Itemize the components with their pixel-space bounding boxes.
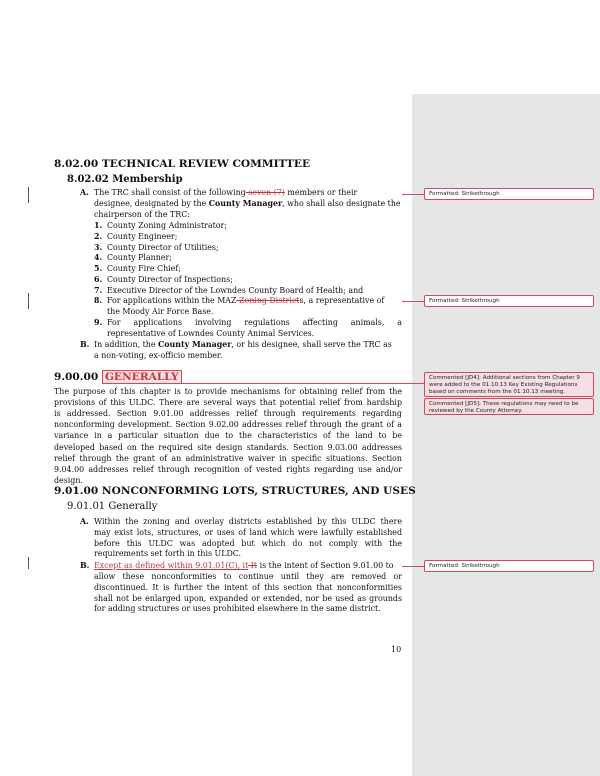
list-item-number: 6. bbox=[94, 275, 103, 284]
list-item-number: 4. bbox=[94, 253, 103, 263]
deleted-text: It bbox=[248, 561, 258, 570]
nonconforming-b-line-1: Except as defined within 9.01.01(C), it It is the intent of Section 9.01.00 to bbox=[94, 561, 394, 570]
item-label-b: B. bbox=[80, 340, 90, 349]
paragraph-line: nonconforming development. Section 9.02.00 addresses relief through the grant of a bbox=[54, 420, 402, 430]
list-item-number: 3. bbox=[94, 242, 103, 252]
section-heading-8-02-00: 8.02.00 TECHNICAL REVIEW COMMITTEE bbox=[54, 158, 311, 170]
paragraph-line: is addressed. Section 9.01.00 addresses relief through requirements regarding bbox=[54, 409, 402, 419]
trc-line-2: designee, designated by the County Manager, who shall also designate the bbox=[94, 199, 401, 208]
comment-connector bbox=[402, 566, 424, 567]
item-label-a: A. bbox=[80, 188, 89, 197]
paragraph-line: allow these nonconformities to continue until they are removed or bbox=[94, 572, 402, 581]
formatting-balloon[interactable]: Formatted: Strikethrough bbox=[424, 295, 594, 307]
paragraph-line: provisions of this ULDC. There are several ways that potential relief from hardship bbox=[54, 398, 402, 408]
comment-connector bbox=[167, 383, 424, 384]
deleted-text: seven (7) bbox=[245, 188, 285, 197]
list-item-text: County Engineer; bbox=[107, 231, 178, 241]
paragraph-line: Within the zoning and overlay districts established by this ULDC there bbox=[94, 517, 402, 526]
list-item-text: County Zoning Administrator; bbox=[107, 221, 227, 230]
paragraph-line: requirements set forth in this ULDC. bbox=[94, 549, 242, 559]
list-item-8-line-2: the Moody Air Force Base. bbox=[107, 307, 214, 316]
comment-connector bbox=[402, 301, 424, 302]
section-heading-9-01-00: 9.01.00 NONCONFORMING LOTS, STRUCTURES, AND USES bbox=[54, 485, 416, 497]
change-bar bbox=[28, 293, 29, 309]
list-item-text: County Director of Inspections; bbox=[107, 275, 233, 284]
list-item-9-line-2: representative of Lowndes County Animal Services. bbox=[107, 329, 315, 338]
deleted-text: Zoning District bbox=[236, 296, 300, 305]
comment-connector bbox=[402, 194, 424, 195]
subsection-heading-8-02-02: 8.02.02 Membership bbox=[67, 174, 183, 185]
paragraph-line: The purpose of this chapter is to provide mechanisms for obtaining relief from the bbox=[54, 387, 402, 396]
list-item-number: 7. bbox=[94, 285, 103, 295]
commented-heading-text[interactable]: GENERALLY bbox=[102, 370, 182, 384]
item-label-b: B. bbox=[80, 561, 90, 570]
formatting-balloon[interactable]: Formatted: Strikethrough bbox=[424, 560, 594, 572]
list-item-text: County Director of Utilities; bbox=[107, 242, 219, 252]
list-item-number: 9. bbox=[94, 318, 103, 327]
section-heading-9-00-00: 9.00.00 GENERALLY bbox=[54, 371, 182, 383]
list-item-text: County Planner; bbox=[107, 253, 172, 263]
inserted-text: Except as defined within 9.01.01(C), it bbox=[94, 561, 249, 570]
list-item-number: 8. bbox=[94, 296, 103, 305]
paragraph-line: relief through the grant of an administrative waiver in specific situations. Section bbox=[54, 453, 402, 463]
trc-line-3: chairperson of the TRC: bbox=[94, 210, 190, 219]
page-number: 10 bbox=[391, 645, 402, 654]
trc-line-1: The TRC shall consist of the following seven (7) members or their bbox=[94, 188, 358, 197]
trc-b-line-2: a non-voting, ex-officio member. bbox=[94, 351, 223, 360]
paragraph-line: design. bbox=[54, 475, 83, 485]
list-item-number: 1. bbox=[94, 221, 103, 230]
paragraph-line: before this ULDC was adopted but which do not comply with the bbox=[94, 538, 402, 548]
list-item-text: County Fire Chief; bbox=[107, 264, 181, 274]
change-bar bbox=[28, 187, 29, 203]
paragraph-line: discontinued. It is further the intent of this section that nonconformities bbox=[94, 582, 402, 592]
paragraph-line: may exist lots, structures, or uses of land which were lawfully established bbox=[94, 527, 402, 537]
paragraph-line: for adding structures or uses prohibited elsewhere in the same district. bbox=[94, 604, 381, 614]
list-item-9-line-1: For applications involving regulations affecting animals, a bbox=[107, 318, 402, 327]
list-item-number: 5. bbox=[94, 264, 103, 274]
paragraph-line: 9.04.00 addresses relief through recognition of vested rights regarding use and/or bbox=[54, 464, 402, 474]
item-label-a: A. bbox=[80, 517, 89, 526]
list-item-number: 2. bbox=[94, 231, 103, 241]
change-bar bbox=[28, 557, 29, 569]
comment-balloon-jd4[interactable]: Commented [JD4]: Additional sections from Chapter 9 were added to the 01.10.13 Key Existing Regulations based on comments from the 01.10.13 meeting. bbox=[424, 372, 594, 397]
subsection-heading-9-01-01: 9.01.01 Generally bbox=[67, 501, 158, 512]
paragraph-line: developed based on the required site design standards. Section 9.03.00 addresses bbox=[54, 442, 402, 452]
paragraph-line: shall not be enlarged upon, expanded or extended, nor be used as grounds bbox=[94, 593, 402, 603]
formatting-balloon[interactable]: Formatted: Strikethrough bbox=[424, 188, 594, 200]
comment-balloon-jd5[interactable]: Commented [JD5]: These regulations may need to be reviewed by the County Attorney. bbox=[424, 398, 594, 415]
list-item-text: Executive Director of the Lowndes County Board of Health; and bbox=[107, 285, 364, 295]
paragraph-line: variance in a particular situation due to the characteristics of the land to be bbox=[54, 431, 402, 441]
trc-b-line-1: In addition, the County Manager, or his designee, shall serve the TRC as bbox=[94, 340, 392, 349]
list-item-8-line-1: For applications within the MAZ Zoning Districts, a representative of bbox=[107, 296, 385, 305]
